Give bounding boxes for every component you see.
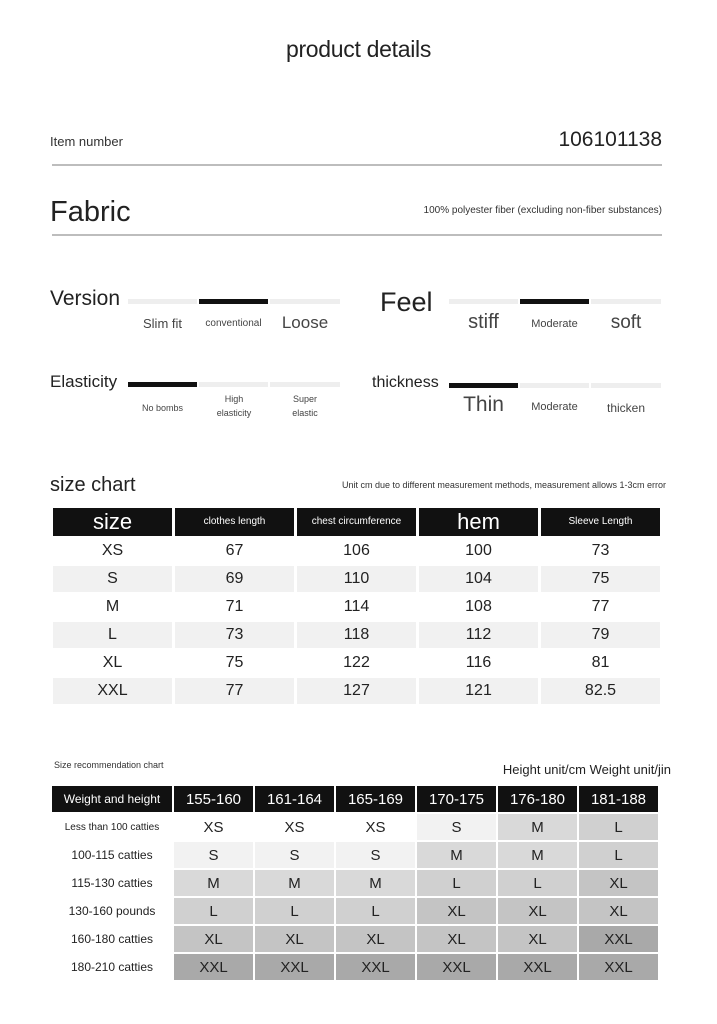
height-column-header: 161-164 bbox=[255, 786, 334, 812]
table-cell: 81 bbox=[591, 654, 610, 671]
recommended-size-cell: XL bbox=[498, 898, 577, 924]
elasticity-option: Super elastic bbox=[292, 394, 318, 418]
version-scale-segment-selected bbox=[199, 299, 268, 304]
thickness-option: Moderate bbox=[531, 401, 578, 413]
table-row bbox=[53, 650, 660, 676]
page-title: product details bbox=[285, 36, 432, 62]
feel-option: stiff bbox=[468, 311, 499, 333]
recommended-size-cell: S bbox=[255, 842, 334, 868]
elasticity-scale-segment-selected bbox=[128, 382, 197, 387]
recommended-size-cell: XXL bbox=[498, 954, 577, 980]
recommended-size-cell: S bbox=[417, 814, 496, 840]
table-cell: S bbox=[53, 566, 172, 592]
recommended-size-cell: XXL bbox=[255, 954, 334, 980]
length-column-header: clothes length bbox=[175, 508, 294, 536]
table-cell: 104 bbox=[419, 566, 538, 592]
size-chart-title: size chart bbox=[50, 474, 136, 496]
elasticity-option: High elasticity bbox=[216, 394, 252, 418]
table-cell: 121 bbox=[419, 678, 538, 704]
recommended-size-cell: XS bbox=[336, 814, 415, 840]
table-cell: 118 bbox=[297, 622, 416, 648]
table-cell: 67 bbox=[225, 542, 244, 559]
weight-height-header: Weight and height bbox=[52, 786, 172, 812]
attribute-thickness bbox=[372, 374, 672, 434]
thickness-option: thicken bbox=[606, 401, 646, 415]
recommended-size-cell: L bbox=[579, 842, 658, 868]
table-row bbox=[53, 594, 660, 620]
table-row bbox=[52, 926, 658, 952]
divider bbox=[52, 234, 662, 236]
size-chart-note: Unit cm due to different measurement methods, measurement allows 1-3cm error bbox=[342, 480, 666, 490]
table-row bbox=[52, 870, 658, 896]
recommended-size-cell: XL bbox=[579, 898, 658, 924]
version-option: Loose bbox=[281, 313, 329, 332]
table-row bbox=[52, 898, 658, 924]
height-column-header: 155-160 bbox=[174, 786, 253, 812]
weight-row-label: 100-115 catties bbox=[52, 842, 172, 868]
divider bbox=[52, 164, 662, 166]
weight-row-label: Less than 100 catties bbox=[52, 814, 172, 840]
version-scale-segment bbox=[128, 299, 197, 304]
table-row bbox=[53, 678, 660, 704]
table-row bbox=[53, 538, 660, 564]
recommended-size-cell: L bbox=[174, 898, 253, 924]
recommended-size-cell: M bbox=[174, 870, 253, 896]
recommended-size-cell: L bbox=[579, 814, 658, 840]
recommended-size-cell: XL bbox=[579, 870, 658, 896]
fabric-value: 100% polyester fiber (excluding non-fiber substances) bbox=[423, 205, 662, 216]
table-cell: 75 bbox=[225, 654, 244, 671]
recommended-size-cell: XL bbox=[174, 926, 253, 952]
elasticity-scale-segment bbox=[199, 382, 268, 387]
height-column-header: 181-188 bbox=[579, 786, 658, 812]
recommendation-note: Height unit/cm Weight unit/jin bbox=[502, 762, 671, 777]
attribute-version bbox=[50, 287, 350, 347]
recommendation-header-row bbox=[52, 786, 658, 812]
feel-scale-segment bbox=[591, 299, 661, 304]
attribute-elasticity bbox=[50, 372, 350, 432]
elasticity-scale-segment bbox=[270, 382, 340, 387]
recommended-size-cell: XXL bbox=[336, 954, 415, 980]
recommended-size-cell: L bbox=[417, 870, 496, 896]
attribute-feel bbox=[380, 287, 670, 347]
version-option: Slim fit bbox=[143, 316, 182, 331]
fabric-label: Fabric bbox=[50, 196, 131, 228]
table-cell: 122 bbox=[343, 654, 370, 671]
recommendation-table bbox=[50, 784, 660, 982]
table-cell: 71 bbox=[225, 598, 244, 615]
table-cell: 77 bbox=[591, 598, 610, 615]
chest-column-header: chest circumference bbox=[297, 508, 416, 536]
height-column-header: 165-169 bbox=[336, 786, 415, 812]
thickness-option: Thin bbox=[463, 393, 504, 416]
feel-scale-segment bbox=[449, 299, 518, 304]
recommended-size-cell: XXL bbox=[174, 954, 253, 980]
size-column-header: size bbox=[53, 508, 172, 536]
recommended-size-cell: S bbox=[336, 842, 415, 868]
table-row bbox=[52, 954, 658, 980]
table-cell: 100 bbox=[465, 542, 492, 559]
height-column-header: 170-175 bbox=[417, 786, 496, 812]
table-row bbox=[52, 842, 658, 868]
recommended-size-cell: L bbox=[336, 898, 415, 924]
recommended-size-cell: XL bbox=[498, 926, 577, 952]
item-number-value: 106101138 bbox=[558, 128, 662, 151]
height-column-header: 176-180 bbox=[498, 786, 577, 812]
table-cell: 69 bbox=[175, 566, 294, 592]
recommendation-title: Size recommendation chart bbox=[54, 760, 164, 770]
table-row bbox=[53, 622, 660, 648]
size-chart-header-row bbox=[53, 508, 660, 536]
size-chart-table bbox=[50, 506, 663, 706]
table-cell: 73 bbox=[591, 542, 610, 559]
table-cell: 79 bbox=[541, 622, 660, 648]
weight-row-label: 160-180 catties bbox=[52, 926, 172, 952]
weight-row-label: 115-130 catties bbox=[52, 870, 172, 896]
recommended-size-cell: S bbox=[174, 842, 253, 868]
weight-row-label: 180-210 catties bbox=[52, 954, 172, 980]
recommended-size-cell: XL bbox=[336, 926, 415, 952]
recommended-size-cell: XS bbox=[255, 814, 334, 840]
table-cell: 75 bbox=[541, 566, 660, 592]
table-cell: 77 bbox=[175, 678, 294, 704]
table-cell: L bbox=[53, 622, 172, 648]
recommended-size-cell: XXL bbox=[579, 926, 658, 952]
table-cell: 112 bbox=[419, 622, 538, 648]
feel-option: soft bbox=[610, 312, 642, 333]
version-scale-segment bbox=[270, 299, 340, 304]
thickness-scale-segment bbox=[520, 383, 589, 388]
sleeve-column-header: Sleeve Length bbox=[541, 508, 660, 536]
table-row bbox=[53, 566, 660, 592]
recommended-size-cell: XL bbox=[417, 898, 496, 924]
table-cell: 82.5 bbox=[541, 678, 660, 704]
table-cell: 127 bbox=[297, 678, 416, 704]
feel-option: Moderate bbox=[531, 318, 578, 330]
recommended-size-cell: M bbox=[498, 842, 577, 868]
table-cell: XXL bbox=[53, 678, 172, 704]
table-cell: 110 bbox=[297, 566, 416, 592]
table-cell: M bbox=[105, 598, 120, 615]
table-cell: 116 bbox=[465, 654, 492, 671]
elasticity-option: No bombs bbox=[141, 403, 184, 413]
item-number-label: Item number bbox=[50, 134, 123, 149]
recommended-size-cell: XXL bbox=[417, 954, 496, 980]
hem-column-header: hem bbox=[419, 508, 538, 536]
thickness-scale-segment-selected bbox=[449, 383, 518, 388]
version-option: conventional bbox=[205, 318, 262, 329]
recommended-size-cell: M bbox=[255, 870, 334, 896]
version-label: Version bbox=[50, 287, 121, 310]
recommended-size-cell: M bbox=[498, 814, 577, 840]
table-cell: 108 bbox=[465, 598, 492, 615]
table-cell: XL bbox=[102, 654, 123, 671]
elasticity-label: Elasticity bbox=[50, 372, 118, 391]
thickness-scale-segment bbox=[591, 383, 661, 388]
table-cell: 114 bbox=[343, 598, 370, 615]
table-cell: XS bbox=[101, 542, 124, 559]
recommended-size-cell: XS bbox=[174, 814, 253, 840]
thickness-label: thickness bbox=[372, 374, 439, 391]
feel-scale-segment-selected bbox=[520, 299, 589, 304]
feel-label: Feel bbox=[380, 287, 433, 317]
recommended-size-cell: XL bbox=[417, 926, 496, 952]
recommended-size-cell: M bbox=[336, 870, 415, 896]
recommended-size-cell: L bbox=[498, 870, 577, 896]
table-row bbox=[52, 814, 658, 840]
recommended-size-cell: XXL bbox=[579, 954, 658, 980]
weight-row-label: 130-160 pounds bbox=[52, 898, 172, 924]
table-cell: 106 bbox=[343, 542, 370, 559]
recommended-size-cell: XL bbox=[255, 926, 334, 952]
recommended-size-cell: L bbox=[255, 898, 334, 924]
table-cell: 73 bbox=[175, 622, 294, 648]
recommended-size-cell: M bbox=[417, 842, 496, 868]
